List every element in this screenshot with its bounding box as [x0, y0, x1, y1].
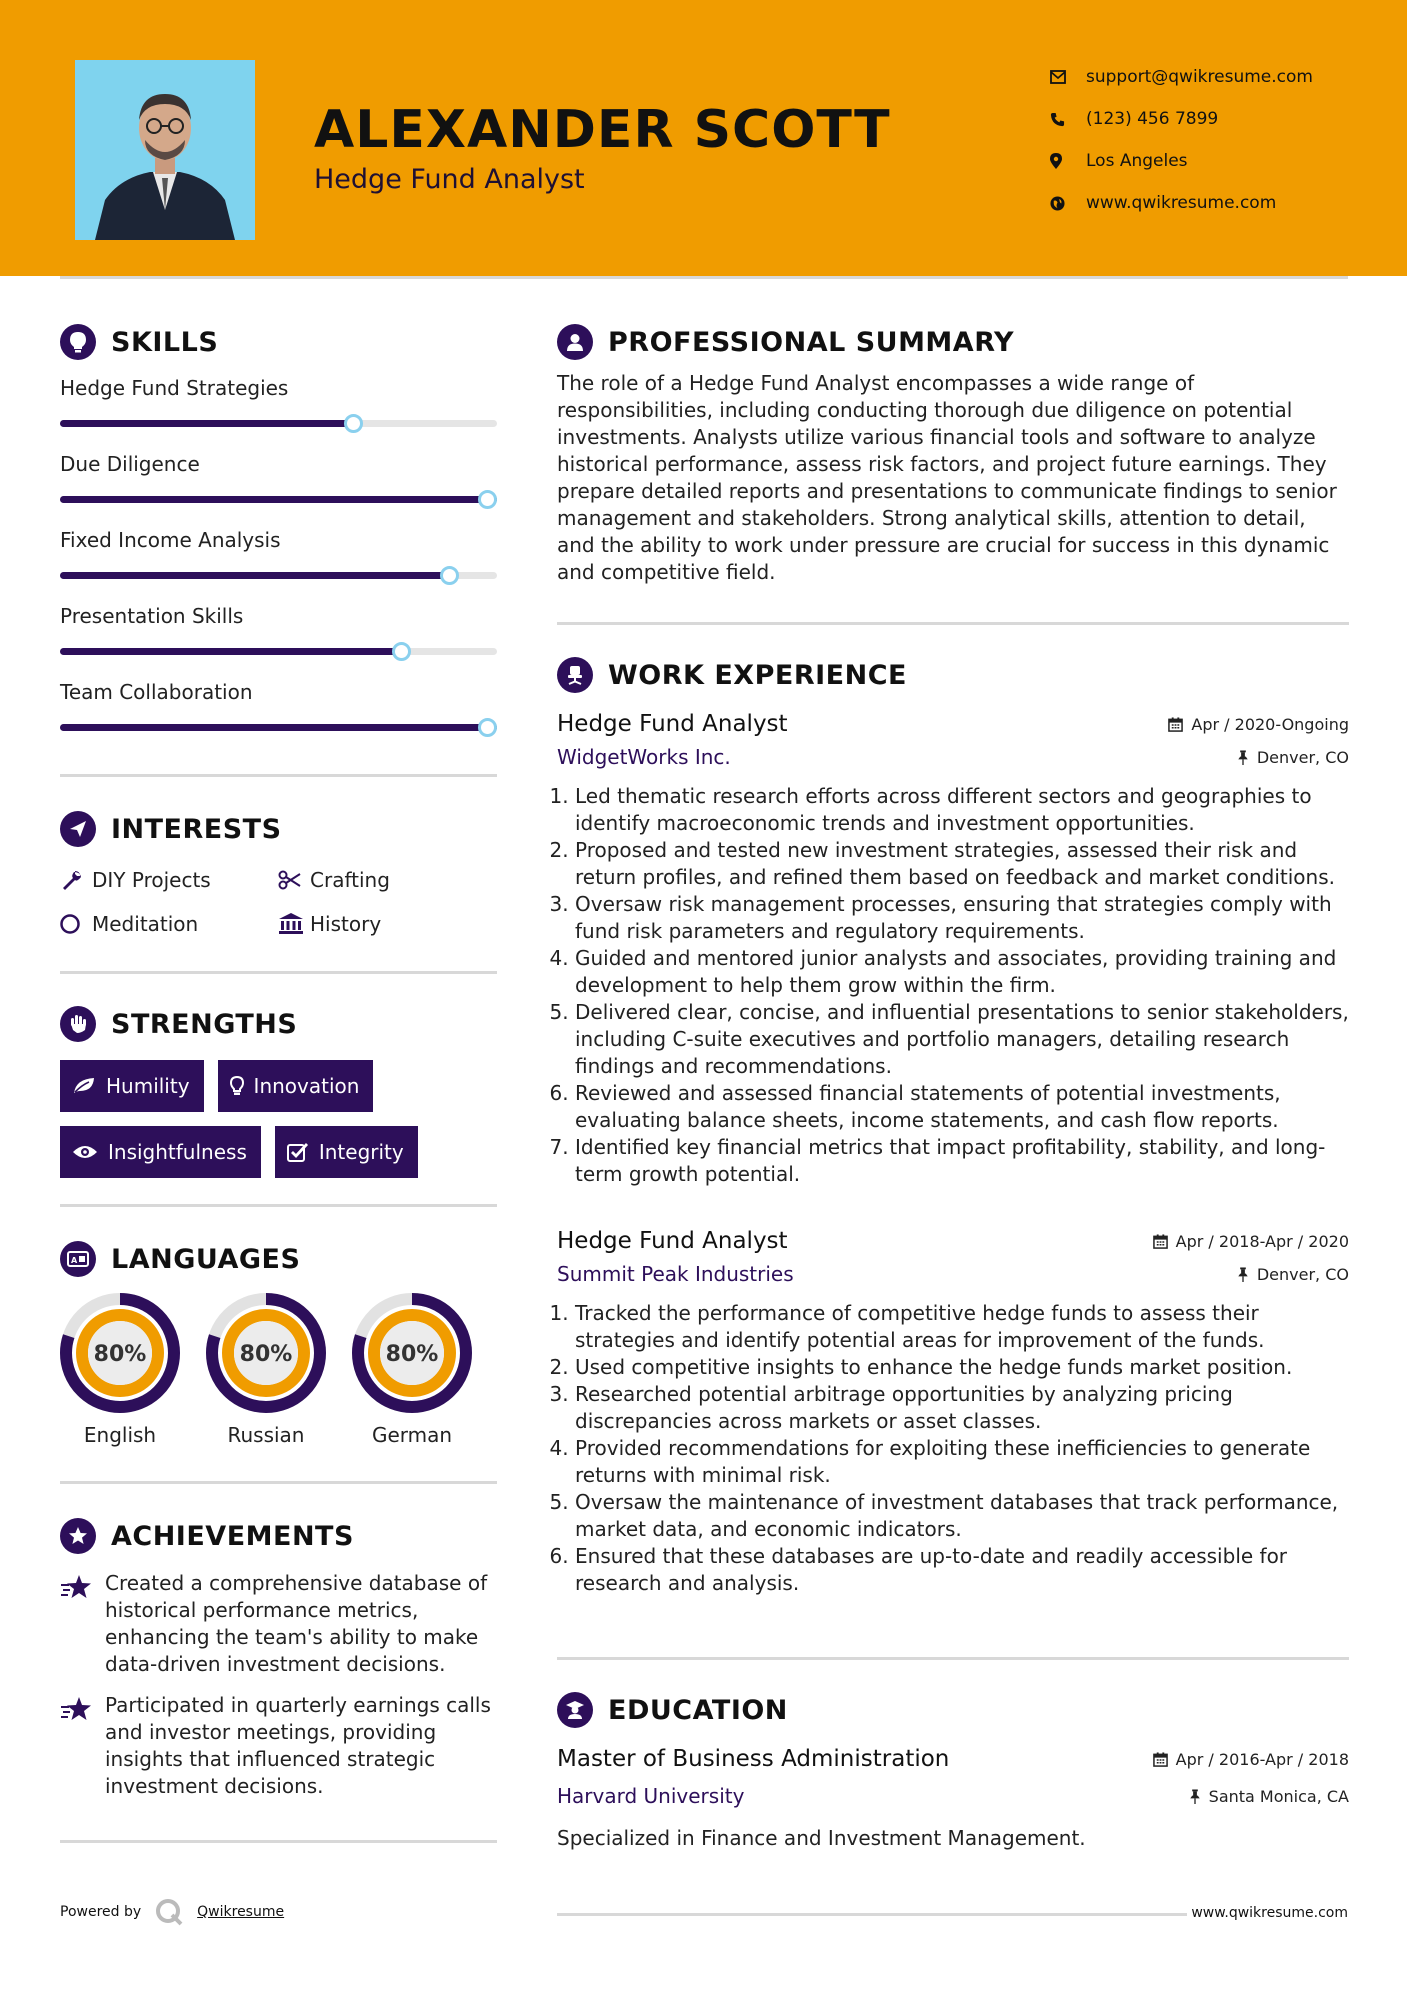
left-column — [60, 320, 497, 1843]
education-description: Specialized in Finance and Investment Management. — [557, 1826, 1086, 1850]
strengths-heading — [60, 1002, 497, 1046]
skill-name: Presentation Skills — [60, 604, 244, 628]
duty-item: 1. Led thematic research efforts across different sectors and geographies to identify macroeconomic trends and investment opportunities. — [575, 783, 1349, 837]
achievements-section — [60, 1514, 497, 1800]
contact-phone[interactable] — [1050, 98, 1390, 140]
skill-item — [60, 678, 497, 754]
language-card-icon — [60, 1241, 96, 1277]
duty-item: 6. Reviewed and assessed financial statements of potential investments, evaluating balance sheets, income statements, and cash flow reports. — [575, 1080, 1349, 1134]
contact-list — [1050, 56, 1390, 224]
skill-item — [60, 526, 497, 602]
language-item — [206, 1293, 326, 1447]
duty-item: 3. Oversaw risk management processes, ensuring that strategies comply with fund risk parameters and regulatory requirements. — [575, 891, 1349, 945]
pushpin-icon — [1237, 750, 1249, 765]
map-pin-icon — [1050, 153, 1086, 169]
lightbulb-icon — [230, 1076, 244, 1096]
education-entry — [557, 1742, 1349, 1850]
candidate-name: ALEXANDER SCOTT — [314, 100, 891, 160]
strength-tag — [60, 1126, 261, 1178]
calendar-icon — [1168, 717, 1183, 732]
language-item — [352, 1293, 472, 1447]
summary-title: PROFESSIONAL SUMMARY — [608, 326, 1015, 358]
skill-bar-knob — [478, 490, 497, 509]
skill-bar-fill — [60, 420, 353, 427]
skill-item — [60, 450, 497, 526]
contact-email-text: support@qwikresume.com — [1086, 67, 1313, 87]
experience-section — [557, 653, 1349, 1597]
duty-item: 2. Proposed and tested new investment strategies, assessed their risk and return profiles, and refined them based on feedback and market conditions. — [575, 837, 1349, 891]
skill-item — [60, 374, 497, 450]
eye-icon — [72, 1144, 98, 1160]
strengths-section — [60, 1002, 497, 1178]
languages-section — [60, 1237, 497, 1447]
job-title: Hedge Fund Analyst — [557, 1228, 788, 1254]
skill-bar-fill — [60, 572, 449, 579]
school-name: Harvard University — [557, 1784, 745, 1808]
education-date-text: Apr / 2016-Apr / 2018 — [1175, 1749, 1349, 1769]
job-date — [1168, 715, 1349, 734]
skill-bar-fill — [60, 648, 401, 655]
education-location — [1189, 1787, 1349, 1806]
languages-list — [60, 1293, 497, 1447]
star-icon — [60, 1692, 105, 1800]
job-location-text: Denver, CO — [1256, 747, 1349, 767]
powered-by-label: Powered by — [60, 1904, 142, 1920]
interest-label: Meditation — [92, 912, 199, 936]
duties-list — [557, 783, 1349, 1188]
footer-divider — [557, 1913, 1187, 1916]
section-divider — [60, 1840, 497, 1843]
duty-item: 6. Ensured that these databases are up-to-date and readily accessible for research and analysis. — [575, 1543, 1349, 1597]
contact-email[interactable] — [1050, 56, 1390, 98]
profile-photo — [75, 60, 255, 240]
duty-item: 7. Identified key financial metrics that impact profitability, stability, and long-term growth potential. — [575, 1134, 1349, 1188]
achievement-item — [60, 1570, 497, 1678]
language-name: English — [83, 1423, 157, 1447]
achievements-title: ACHIEVEMENTS — [111, 1520, 354, 1552]
experience-heading — [557, 653, 1349, 697]
strength-tag — [218, 1060, 374, 1112]
star-icon — [60, 1570, 105, 1678]
skills-title: SKILLS — [111, 326, 219, 358]
experience-title: WORK EXPERIENCE — [608, 659, 907, 691]
interest-label: DIY Projects — [92, 868, 211, 892]
summary-heading — [557, 320, 1349, 364]
duty-item: 4. Provided recommendations for exploiting these inefficiencies to generate returns with minimal risk. — [575, 1435, 1349, 1489]
graduate-icon — [557, 1692, 593, 1728]
phone-icon — [1050, 112, 1086, 127]
calendar-icon — [1153, 1234, 1168, 1249]
skill-bar-knob — [478, 718, 497, 737]
strength-tag — [60, 1060, 204, 1112]
header-divider — [60, 276, 1348, 279]
interest-item — [278, 907, 497, 941]
section-divider — [557, 1657, 1349, 1660]
achievement-item — [60, 1692, 497, 1800]
interest-item — [278, 863, 497, 897]
duty-item: 5. Oversaw the maintenance of investment databases that track performance, market data, and economic indicators. — [575, 1489, 1349, 1543]
job-location — [1237, 1265, 1349, 1284]
strengths-list — [60, 1060, 497, 1178]
powered-by — [60, 1898, 284, 1926]
education-location-text: Santa Monica, CA — [1208, 1786, 1349, 1806]
pushpin-icon — [1189, 1789, 1201, 1804]
skill-bar-fill — [60, 496, 497, 503]
language-percent: 80% — [239, 1342, 293, 1367]
section-divider — [60, 1481, 497, 1484]
check-square-icon — [287, 1142, 309, 1162]
contact-website[interactable] — [1050, 182, 1390, 224]
footer-url[interactable]: www.qwikresume.com — [1191, 1905, 1348, 1921]
duty-item: 5. Delivered clear, concise, and influential presentations to senior stakeholders, including C-suite executives and portfolio managers, detailing research findings and recommendations. — [575, 999, 1349, 1080]
candidate-title: Hedge Fund Analyst — [314, 164, 585, 195]
office-chair-icon — [557, 657, 593, 693]
strength-label: Integrity — [318, 1140, 404, 1164]
wrench-icon — [60, 869, 92, 891]
duties-list — [557, 1300, 1349, 1597]
strength-label: Humility — [106, 1074, 190, 1098]
education-heading — [557, 1688, 1349, 1732]
skill-name: Fixed Income Analysis — [60, 528, 281, 552]
skill-name: Team Collaboration — [60, 680, 253, 704]
duty-item: 1. Tracked the performance of competitive hedge funds to assess their strategies and identify potential areas for improvement of the funds. — [575, 1300, 1349, 1354]
contact-location-text: Los Angeles — [1086, 151, 1188, 171]
section-divider — [60, 774, 497, 777]
interest-item — [60, 907, 278, 941]
user-icon — [557, 324, 593, 360]
star-badge-icon — [60, 1518, 96, 1554]
strengths-title: STRENGTHS — [111, 1008, 298, 1040]
company-name: Summit Peak Industries — [557, 1262, 794, 1286]
language-percent: 80% — [93, 1342, 147, 1367]
summary-text: The role of a Hedge Fund Analyst encompasses a wide range of responsibilities, including conducting thorough due diligence on potential investments. Analysts utilize various financial tools and software to analyze historical performance, assess risk factors, and project future earnings. They prepare detailed reports and presentations to communicate findings to senior management and stakeholders. Strong analytical skills, attention to detail, and the ability to work under pressure are crucial for success in this dynamic and competitive field. — [557, 371, 1337, 584]
interests-title: INTERESTS — [111, 813, 282, 845]
interest-label: Crafting — [310, 868, 390, 892]
achievement-text: Participated in quarterly earnings calls and investor meetings, providing insights that influenced strategic investment decisions. — [105, 1693, 491, 1798]
svg-text:A: A — [71, 1256, 78, 1265]
degree-title: Master of Business Administration — [557, 1746, 950, 1772]
strength-tag — [275, 1126, 418, 1178]
qwikresume-logo-icon — [155, 1898, 185, 1926]
education-section — [557, 1688, 1349, 1850]
language-ring — [206, 1293, 326, 1413]
contact-location — [1050, 140, 1390, 182]
language-item — [60, 1293, 180, 1447]
strength-label: Innovation — [253, 1074, 360, 1098]
skills-heading — [60, 320, 497, 364]
duty-item: 2. Used competitive insights to enhance the hedge funds market position. — [575, 1354, 1349, 1381]
right-column — [557, 320, 1349, 1850]
contact-phone-text: (123) 456 7899 — [1086, 109, 1219, 129]
job-date-text: Apr / 2018-Apr / 2020 — [1175, 1231, 1349, 1251]
language-name: German — [371, 1423, 453, 1447]
skills-section — [60, 320, 497, 754]
scissors-icon — [278, 870, 310, 890]
skill-bar-knob — [344, 414, 363, 433]
interest-label: History — [310, 912, 382, 936]
strength-label: Insightfulness — [108, 1140, 247, 1164]
circle-icon — [60, 913, 92, 935]
languages-heading — [60, 1237, 497, 1281]
skill-name: Due Diligence — [60, 452, 200, 476]
achievements-heading — [60, 1514, 497, 1558]
education-title: EDUCATION — [608, 1694, 788, 1726]
job-location-text: Denver, CO — [1256, 1264, 1349, 1284]
job-entry — [557, 1224, 1349, 1597]
interests-section — [60, 807, 497, 941]
raised-fist-icon — [60, 1006, 96, 1042]
job-date-text: Apr / 2020-Ongoing — [1191, 714, 1349, 734]
skill-bar-knob — [392, 642, 411, 661]
achievement-text: Created a comprehensive database of historical performance metrics, enhancing the team's ability to make data-driven investment decisions. — [105, 1571, 488, 1676]
section-divider — [557, 622, 1349, 625]
interest-item — [60, 863, 278, 897]
qwikresume-link[interactable]: Qwikresume — [197, 1904, 285, 1920]
interests-list — [60, 863, 497, 941]
skill-name: Hedge Fund Strategies — [60, 376, 289, 400]
section-divider — [60, 971, 497, 974]
language-ring — [60, 1293, 180, 1413]
envelope-icon — [1050, 70, 1086, 84]
paper-plane-icon — [60, 811, 96, 847]
language-ring — [352, 1293, 472, 1413]
interests-heading — [60, 807, 497, 851]
language-percent: 80% — [385, 1342, 439, 1367]
skills-list — [60, 374, 497, 754]
museum-icon — [278, 913, 310, 935]
job-date — [1153, 1232, 1349, 1251]
leaf-icon — [72, 1077, 96, 1095]
contact-website-text: www.qwikresume.com — [1086, 193, 1277, 213]
job-title: Hedge Fund Analyst — [557, 711, 788, 737]
job-location — [1237, 748, 1349, 767]
skill-bar-knob — [440, 566, 459, 585]
globe-icon — [1050, 196, 1086, 211]
job-entry — [557, 707, 1349, 1188]
education-date — [1153, 1750, 1349, 1769]
resume-header — [0, 0, 1407, 276]
language-name: Russian — [227, 1423, 305, 1447]
summary-section — [557, 320, 1349, 586]
languages-title: LANGUAGES — [111, 1243, 301, 1275]
duty-item: 4. Guided and mentored junior analysts and associates, providing training and development to help them grow within the firm. — [575, 945, 1349, 999]
section-divider — [60, 1204, 497, 1207]
pushpin-icon — [1237, 1267, 1249, 1282]
duty-item: 3. Researched potential arbitrage opportunities by analyzing pricing discrepancies across markets or asset classes. — [575, 1381, 1349, 1435]
calendar-icon — [1153, 1752, 1168, 1767]
skill-bar-fill — [60, 724, 497, 731]
lightbulb-icon — [60, 324, 96, 360]
skill-item — [60, 602, 497, 678]
company-name: WidgetWorks Inc. — [557, 745, 731, 769]
